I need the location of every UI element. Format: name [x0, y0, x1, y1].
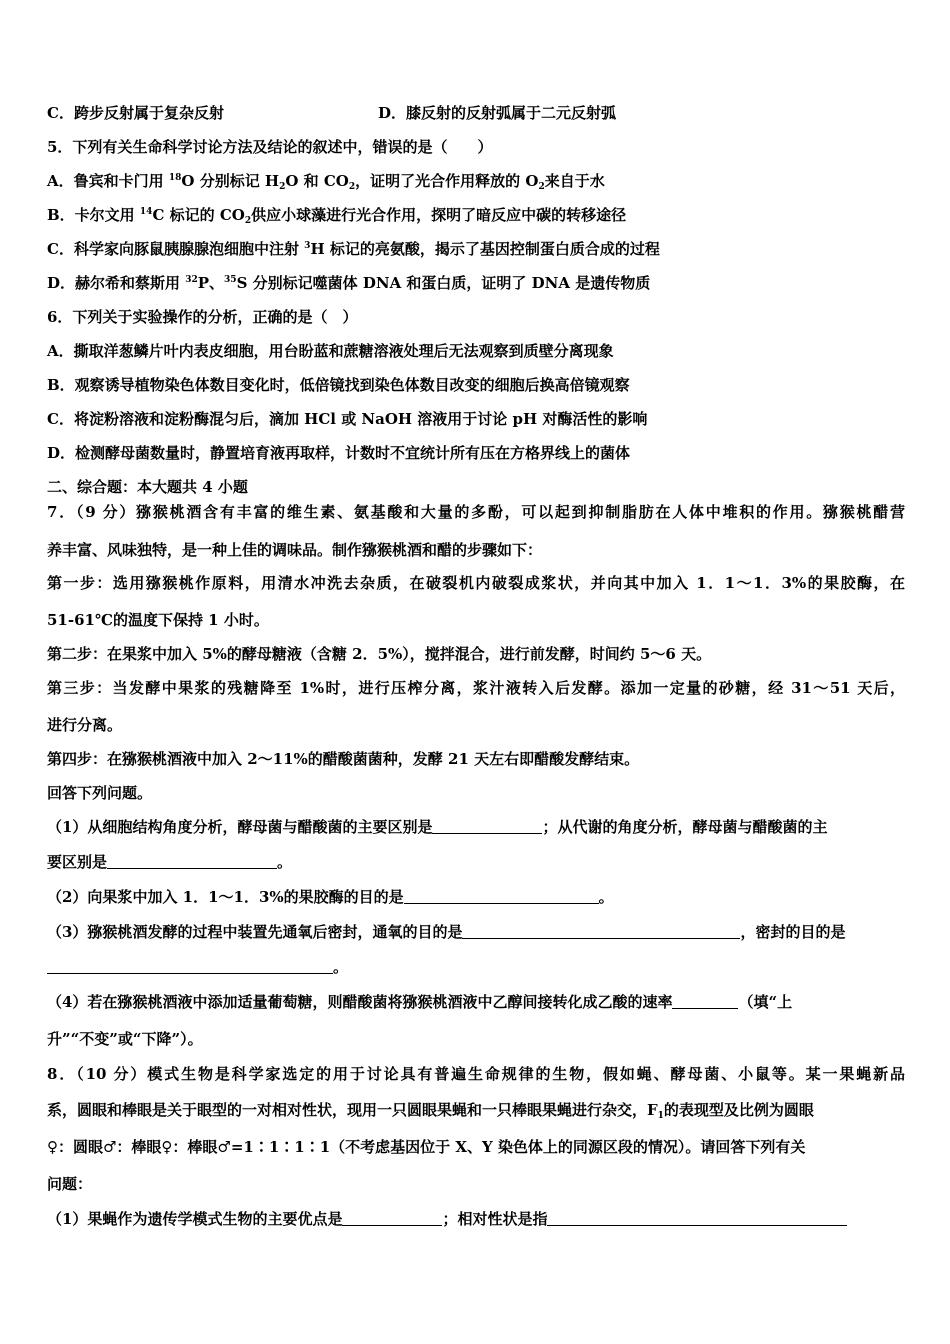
q5-option-b: B．卡尔文用 $^{14}$C 标记的 $CO_2$供应小球藻进行光合作用，探明了暗反应中碳的转移途径 — [47, 206, 627, 226]
q7-sub4-line2: 升”“不变”或“下降”）。 — [47, 1030, 203, 1048]
q7-step4: 第四步：在猕猴桃酒液中加入 2～11%的醋酸菌菌种，发酵 21 天左右即醋酸发酵结束。 — [47, 750, 640, 768]
q7-sub1-line1: （1）从细胞结构角度分析，酵母菌与醋酸菌的主要区别是 ；从代谢的角度分析，酵母菌与醋酸菌的主 — [47, 818, 828, 836]
q7-step1-line2: 51-61℃的温度下保持 1 小时。 — [47, 611, 269, 629]
q7-sub3-line1: （3）猕猴桃酒发酵的过程中装置先通氧后密封，通氧的目的是 ，密封的目的是 — [47, 923, 846, 941]
answer-blank-7[interactable] — [342, 1209, 442, 1226]
answer-blank-3[interactable] — [404, 887, 599, 904]
q7-step3-line1: 第三步：当发酵中果浆的残糖降至 1%时，进行压榨分离，浆汁液转入后发酵。添加一定量的砂糖，经 31～51 天后， — [47, 679, 905, 697]
q8-sub1-line1: （1）果蝇作为遗传学模式生物的主要优点是 ；相对性状是指 — [47, 1209, 905, 1229]
q7-sub2: （2）向果浆中加入 1．1～1．3%的果胶酶的目的是 。 — [47, 888, 614, 906]
q5-stem: 5．下列有关生命科学讨论方法及结论的叙述中，错误的是（ ） — [47, 138, 493, 156]
answer-blank-5[interactable] — [47, 957, 333, 974]
answer-blank-6[interactable] — [672, 992, 738, 1009]
q8-intro-line3: ♀：圆眼♂：棒眼♀：棒眼♂=1∶1∶1∶1（不考虑基因位于 X、Y 染色体上的同源区段的情况）。请回答下列有关 — [47, 1138, 806, 1156]
answer-blank-4[interactable] — [462, 922, 740, 939]
q6-stem: 6．下列关于实验操作的分析，正确的是（ ） — [47, 308, 358, 326]
q7-sub4-line1: （4）若在猕猴桃酒液中添加适量葡萄糖，则醋酸菌将猕猴桃酒液中乙醇间接转化成乙酸的速率 （填“上 — [47, 993, 793, 1011]
q6-option-b: B．观察诱导植物染色体数目变化时，低倍镜找到染色体数目改变的细胞后换高倍镜观察 — [47, 376, 630, 394]
answer-blank-1[interactable] — [432, 817, 542, 834]
q7-intro-line1: 7．（9 分）猕猴桃酒含有丰富的维生素、氨基酸和大量的多酚，可以起到抑制脂肪在人体中堆积的作用。猕猴桃醋营 — [47, 503, 905, 521]
q7-step3-line2: 进行分离。 — [47, 716, 123, 734]
q6-option-c: C．将淀粉溶液和淀粉酶混匀后，滴加 HCl 或 NaOH 溶液用于讨论 pH 对酶活性的影响 — [47, 410, 648, 428]
q7-sub1-line2: 要区别是 。 — [47, 853, 293, 871]
q7-sub3-line2: 。 — [47, 957, 905, 977]
answer-blank-2[interactable] — [107, 852, 277, 869]
q8-intro-line4: 问题： — [47, 1175, 93, 1193]
q5-option-c: C．科学家向豚鼠胰腺腺泡细胞中注射 $^3$H 标记的亮氨酸，揭示了基因控制蛋白质合成的过程 — [47, 240, 660, 258]
q7-answer-prompt: 回答下列问题。 — [47, 784, 153, 802]
q8-intro-line1: 8．（10 分）模式生物是科学家选定的用于讨论具有普遍生命规律的生物，假如蝇、酵母菌、小鼠等。某一果蝇新品 — [47, 1065, 905, 1083]
q5-option-d: D．赫尔希和蔡斯用 $^{32}$P、$^{35}$S 分别标记噬菌体 DNA 和蛋白质，证明了 DNA 是遗传物质 — [47, 274, 651, 292]
q5-option-a: A．鲁宾和卡门用 $^{18}$O 分别标记 $H_2O$ 和 $CO_2$，证明了光合作用释放的 $O_2$来自于水 — [47, 172, 605, 192]
q4-option-d: D．膝反射的反射弧属于二元反射弧 — [378, 104, 617, 122]
q7-step2: 第二步：在果浆中加入 5%的酵母糖液（含糖 2．5%），搅拌混合，进行前发酵，时间约 5～6 天。 — [47, 645, 712, 663]
q6-option-d: D．检测酵母菌数量时，静置培育液再取样，计数时不宜统计所有压在方格界线上的菌体 — [47, 444, 631, 462]
q6-option-a: A．撕取洋葱鳞片叶内表皮细胞，用台盼蓝和蔗糖溶液处理后无法观察到质壁分离现象 — [47, 342, 614, 360]
section-heading: 二、综合题：本大题共 4 小题 — [47, 478, 248, 496]
q7-intro-line2: 养丰富、风味独特，是一种上佳的调味品。制作猕猴桃酒和醋的步骤如下： — [47, 541, 543, 559]
q8-intro-line2: 系，圆眼和棒眼是关于眼型的一对相对性状，现用一只圆眼果蝇和一只棒眼果蝇进行杂交，$F_1$的表现型及比例为圆眼 — [47, 1101, 814, 1121]
q7-step1-line1: 第一步：选用猕猴桃作原料，用清水冲洗去杂质，在破裂机内破裂成浆状，并向其中加入 1．1～1．3%的果胶酶，在 — [47, 574, 905, 592]
answer-blank-8[interactable] — [547, 1209, 847, 1226]
q4-option-c: C．跨步反射属于复杂反射 — [47, 104, 224, 122]
